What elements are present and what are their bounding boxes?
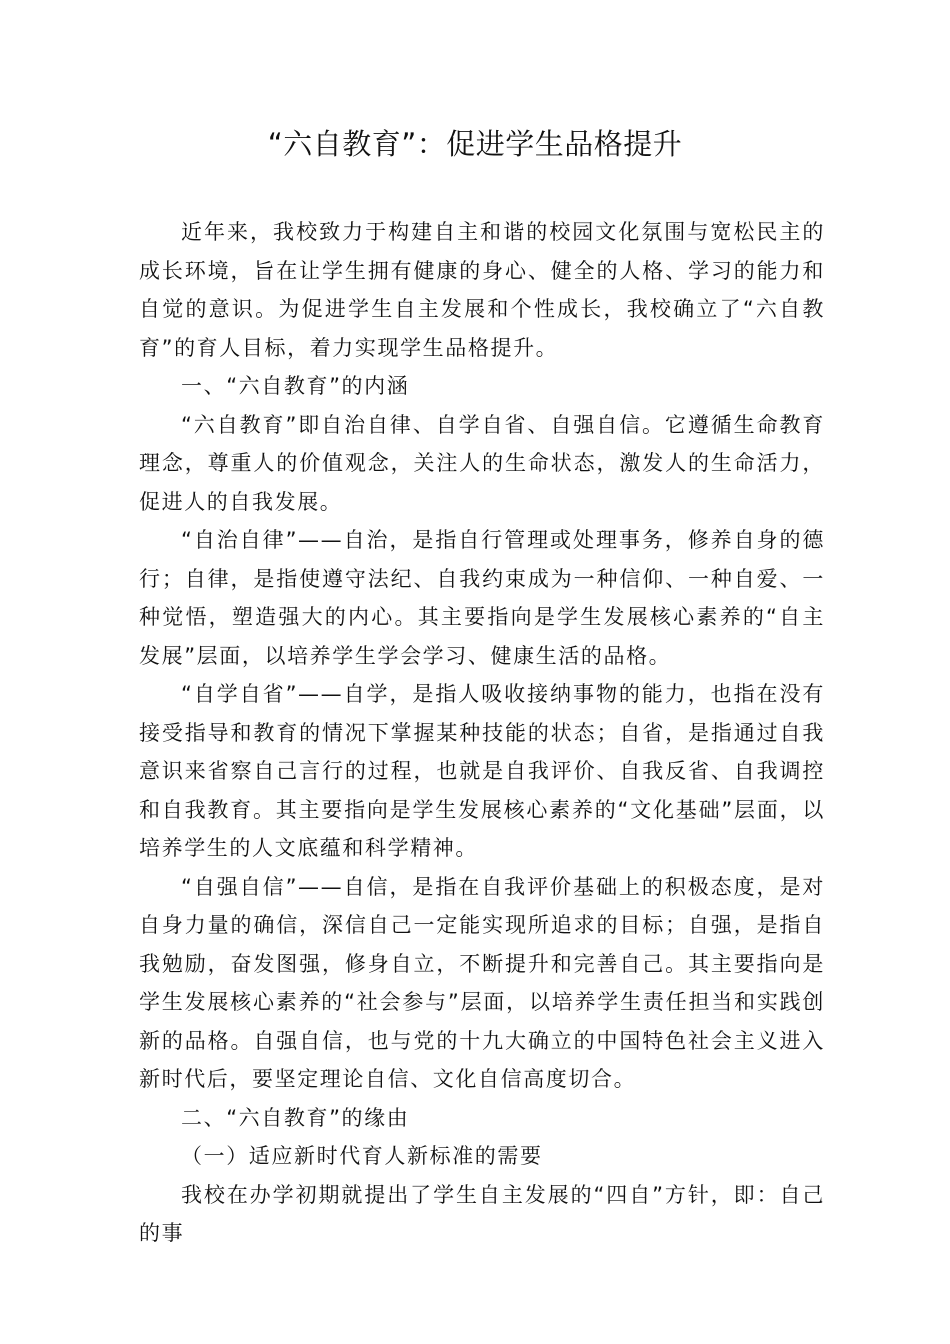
body-paragraph: 我校在办学初期就提出了学生自主发展的“四自”方针，即：自己的事 bbox=[139, 1182, 825, 1245]
subsection-heading-1: （一）适应新时代育人新标准的需要 bbox=[181, 1144, 543, 1168]
body-paragraph: “自学自省”——自学，是指人吸收接纳事物的能力，也指在没有接受指导和教育的情况下掌握某种技能的状态；自省，是指通过自我意识来省察自己言行的过程，也就是自我评价、自我反省、自我调控和自我教育。其主要指向是学生发展核心素养的“文化基础”层面，以培养学生的人文底蕴和科学精神。 bbox=[139, 682, 825, 860]
body-paragraph: “六自教育”即自治自律、自学自省、自强自信。它遵循生命教育理念，尊重人的价值观念，关注人的生命状态，激发人的生命活力，促进人的自我发展。 bbox=[139, 412, 825, 514]
section-heading-1: 一、“六自教育”的内涵 bbox=[181, 374, 410, 398]
section-heading-2: 二、“六自教育”的缘由 bbox=[181, 1105, 410, 1130]
document-title: “六自教育”：促进学生品格提升 bbox=[267, 127, 683, 161]
intro-paragraph: 近年来，我校致力于构建自主和谐的校园文化氛围与宽松民主的成长环境，旨在让学生拥有健康的身心、健全的人格、学习的能力和自觉的意识。为促进学生自主发展和个性成长，我校确立了“六自教育”的育人目标，着力实现学生品格提升。 bbox=[139, 220, 825, 360]
body-paragraph: “自强自信”——自信，是指在自我评价基础上的积极态度，是对自身力量的确信，深信自己一定能实现所追求的目标；自强，是指自我勉励，奋发图强，修身自立，不断提升和完善自己。其主要指向是学生发展核心素养的“社会参与”层面，以培养学生责任担当和实践创新的品格。自强自信，也与党的十九大确立的中国特色社会主义进入新时代后，要坚定理论自信、文化自信高度切合。 bbox=[139, 874, 825, 1091]
body-paragraph: “自治自律”——自治，是指自行管理或处理事务，修养自身的德行；自律，是指使遵守法纪、自我约束成为一种信仰、一种自爱、一种觉悟，塑造强大的内心。其主要指向是学生发展核心素养的“自主发展”层面，以培养学生学会学习、健康生活的品格。 bbox=[139, 528, 825, 668]
document-body bbox=[139, 213, 825, 1253]
